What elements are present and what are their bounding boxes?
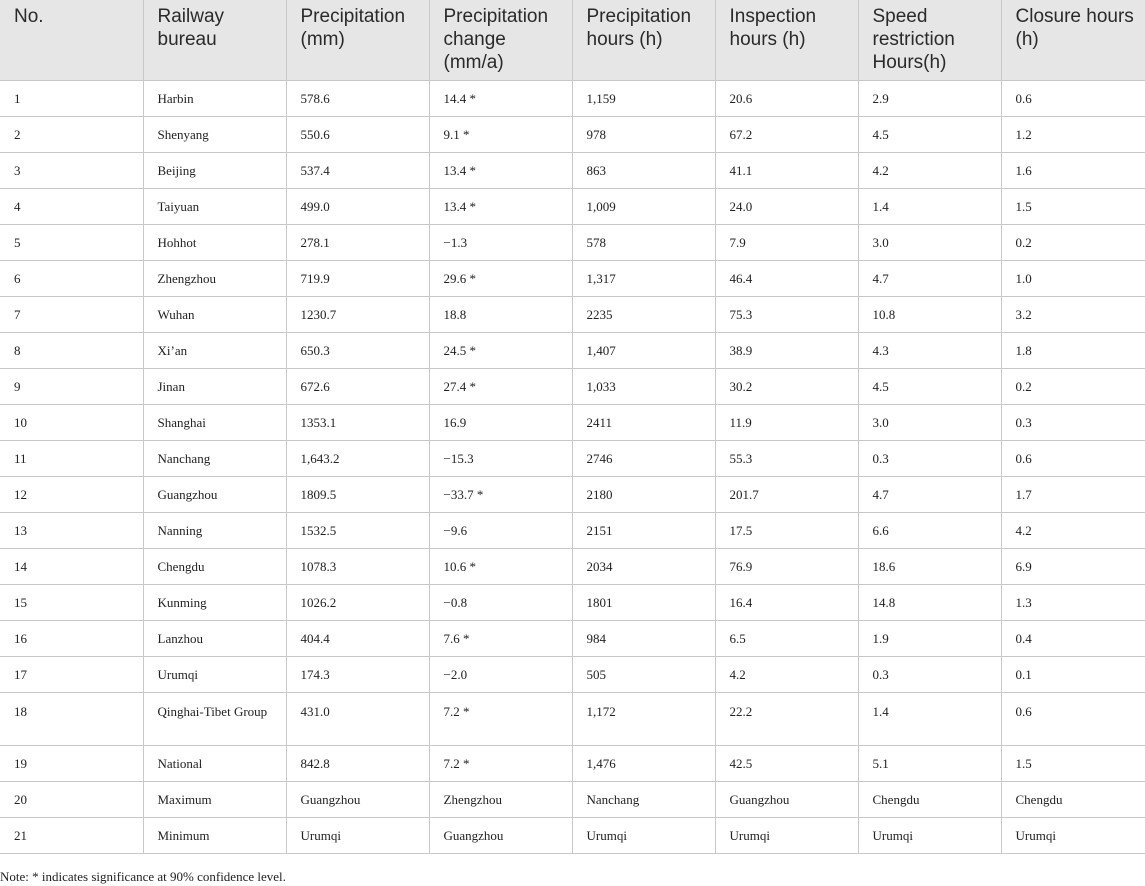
table-cell: Taiyuan	[143, 189, 286, 225]
table-cell: 27.4 *	[429, 369, 572, 405]
table-cell: 17.5	[715, 513, 858, 549]
table-cell: 978	[572, 117, 715, 153]
table-cell: 1.9	[858, 621, 1001, 657]
table-cell: −15.3	[429, 441, 572, 477]
table-cell: 1.0	[1001, 261, 1145, 297]
table-cell: 10	[0, 405, 143, 441]
table-cell: 16	[0, 621, 143, 657]
table-cell: 4.3	[858, 333, 1001, 369]
table-cell: 1.5	[1001, 189, 1145, 225]
table-cell: 18.6	[858, 549, 1001, 585]
table-cell: 8	[0, 333, 143, 369]
table-cell: Urumqi	[286, 818, 429, 854]
table-cell: 0.3	[1001, 405, 1145, 441]
table-cell: Urumqi	[143, 657, 286, 693]
table-cell: 42.5	[715, 746, 858, 782]
table-cell: 7.6 *	[429, 621, 572, 657]
table-row	[0, 153, 1145, 189]
table-cell: 174.3	[286, 657, 429, 693]
table-cell: 24.0	[715, 189, 858, 225]
table-cell: 4	[0, 189, 143, 225]
table-cell: 76.9	[715, 549, 858, 585]
table-cell: 984	[572, 621, 715, 657]
table-cell: 1,172	[572, 693, 715, 746]
table-cell: Qinghai-Tibet Group	[143, 693, 286, 746]
table-cell: 2746	[572, 441, 715, 477]
table-cell: Nanning	[143, 513, 286, 549]
table-cell: −9.6	[429, 513, 572, 549]
table-cell: 0.1	[1001, 657, 1145, 693]
table-cell: 404.4	[286, 621, 429, 657]
table-cell: 650.3	[286, 333, 429, 369]
table-cell: 1.4	[858, 189, 1001, 225]
table-cell: 1.4	[858, 693, 1001, 746]
table-cell: 14.8	[858, 585, 1001, 621]
table-cell: 578.6	[286, 81, 429, 117]
table-cell: −1.3	[429, 225, 572, 261]
table-cell: 3.0	[858, 225, 1001, 261]
table-cell: 3.0	[858, 405, 1001, 441]
table-cell: 18.8	[429, 297, 572, 333]
table-cell: 11	[0, 441, 143, 477]
table-cell: 2151	[572, 513, 715, 549]
table-cell: 30.2	[715, 369, 858, 405]
table-cell: 2180	[572, 477, 715, 513]
table-cell: 201.7	[715, 477, 858, 513]
table-cell: 1801	[572, 585, 715, 621]
table-cell: −2.0	[429, 657, 572, 693]
table-cell: 9	[0, 369, 143, 405]
table-cell: 6.6	[858, 513, 1001, 549]
table-cell: 1.6	[1001, 153, 1145, 189]
table-cell: Urumqi	[858, 818, 1001, 854]
table-cell: Xi’an	[143, 333, 286, 369]
table-cell: 75.3	[715, 297, 858, 333]
table-row	[0, 333, 1145, 369]
table-cell: 7	[0, 297, 143, 333]
table-cell: Maximum	[143, 782, 286, 818]
table-cell: 15	[0, 585, 143, 621]
table-cell: Shanghai	[143, 405, 286, 441]
table-cell: 578	[572, 225, 715, 261]
table-cell: 6.9	[1001, 549, 1145, 585]
table-cell: 0.4	[1001, 621, 1145, 657]
table-row	[0, 585, 1145, 621]
column-header: Closure hours (h)	[1001, 0, 1145, 81]
table-cell: 3	[0, 153, 143, 189]
table-cell: 278.1	[286, 225, 429, 261]
table-note: Note: * indicates significance at 90% confidence level.	[0, 869, 286, 884]
table-cell: Chengdu	[143, 549, 286, 585]
table-cell: 14.4 *	[429, 81, 572, 117]
table-cell: Wuhan	[143, 297, 286, 333]
table-row	[0, 81, 1145, 117]
table-row	[0, 657, 1145, 693]
table-cell: 4.5	[858, 117, 1001, 153]
header-row	[0, 0, 1145, 81]
table-cell: 719.9	[286, 261, 429, 297]
table-cell: 4.2	[1001, 513, 1145, 549]
table-cell: 0.6	[1001, 693, 1145, 746]
table-cell: Guangzhou	[143, 477, 286, 513]
table-cell: Guangzhou	[429, 818, 572, 854]
table-cell: 537.4	[286, 153, 429, 189]
table-cell: 4.2	[858, 153, 1001, 189]
table-row	[0, 746, 1145, 782]
table-cell: −33.7 *	[429, 477, 572, 513]
table-cell: 13.4 *	[429, 189, 572, 225]
table-cell: 12	[0, 477, 143, 513]
table-cell: 17	[0, 657, 143, 693]
table-cell: Kunming	[143, 585, 286, 621]
table-cell: 41.1	[715, 153, 858, 189]
table-cell: Zhengzhou	[143, 261, 286, 297]
table-cell: 1.7	[1001, 477, 1145, 513]
column-header: Precipitation (mm)	[286, 0, 429, 81]
table-cell: 4.2	[715, 657, 858, 693]
table-cell: −0.8	[429, 585, 572, 621]
table-cell: 19	[0, 746, 143, 782]
table-cell: 5.1	[858, 746, 1001, 782]
table-cell: 4.7	[858, 477, 1001, 513]
table-row	[0, 621, 1145, 657]
table-cell: 7.2 *	[429, 693, 572, 746]
table-cell: 1026.2	[286, 585, 429, 621]
column-header: Railway bureau	[143, 0, 286, 81]
table-cell: 6	[0, 261, 143, 297]
table-cell: 18	[0, 693, 143, 746]
table-cell: 672.6	[286, 369, 429, 405]
column-header: Speed restriction Hours(h)	[858, 0, 1001, 81]
table-cell: 4.7	[858, 261, 1001, 297]
table-cell: Hohhot	[143, 225, 286, 261]
table-cell: 0.2	[1001, 225, 1145, 261]
table-cell: 16.4	[715, 585, 858, 621]
table-cell: 1353.1	[286, 405, 429, 441]
table-cell: 1,476	[572, 746, 715, 782]
table-cell: 2411	[572, 405, 715, 441]
table-cell: 0.2	[1001, 369, 1145, 405]
table-cell: 1.8	[1001, 333, 1145, 369]
table-row	[0, 297, 1145, 333]
table-cell: 550.6	[286, 117, 429, 153]
table-cell: 2034	[572, 549, 715, 585]
table-row	[0, 441, 1145, 477]
table-row	[0, 189, 1145, 225]
table-cell: 24.5 *	[429, 333, 572, 369]
table-cell: Chengdu	[858, 782, 1001, 818]
table-cell: 2235	[572, 297, 715, 333]
table-cell: 499.0	[286, 189, 429, 225]
column-header: Inspection hours (h)	[715, 0, 858, 81]
table-cell: 0.6	[1001, 441, 1145, 477]
table-row	[0, 477, 1145, 513]
table-cell: 46.4	[715, 261, 858, 297]
table-cell: Shenyang	[143, 117, 286, 153]
table-row	[0, 225, 1145, 261]
table-cell: Minimum	[143, 818, 286, 854]
column-header: Precipitation hours (h)	[572, 0, 715, 81]
table-cell: 1,009	[572, 189, 715, 225]
table-cell: 16.9	[429, 405, 572, 441]
table-row	[0, 693, 1145, 746]
table-cell: 842.8	[286, 746, 429, 782]
table-cell: Jinan	[143, 369, 286, 405]
table-row	[0, 549, 1145, 585]
table-cell: 29.6 *	[429, 261, 572, 297]
table-cell: 10.6 *	[429, 549, 572, 585]
table-cell: Nanchang	[143, 441, 286, 477]
table-cell: 1.5	[1001, 746, 1145, 782]
table-cell: 1,407	[572, 333, 715, 369]
column-header: No.	[0, 0, 143, 81]
table-cell: 1.2	[1001, 117, 1145, 153]
table-cell: 22.2	[715, 693, 858, 746]
table-cell: 2.9	[858, 81, 1001, 117]
table-body	[0, 81, 1145, 854]
table-cell: 67.2	[715, 117, 858, 153]
table-cell: 0.3	[858, 441, 1001, 477]
table-cell: 1230.7	[286, 297, 429, 333]
table-cell: 55.3	[715, 441, 858, 477]
table-cell: 3.2	[1001, 297, 1145, 333]
table-cell: 4.5	[858, 369, 1001, 405]
table-cell: 0.6	[1001, 81, 1145, 117]
table-cell: 10.8	[858, 297, 1001, 333]
table-cell: 1532.5	[286, 513, 429, 549]
table-cell: 5	[0, 225, 143, 261]
table-cell: National	[143, 746, 286, 782]
table-cell: 505	[572, 657, 715, 693]
table-cell: 863	[572, 153, 715, 189]
table-cell: 1,643.2	[286, 441, 429, 477]
table-cell: 20.6	[715, 81, 858, 117]
table-cell: Beijing	[143, 153, 286, 189]
table-cell: 6.5	[715, 621, 858, 657]
table-cell: 21	[0, 818, 143, 854]
table-cell: 13.4 *	[429, 153, 572, 189]
table-cell: 1.3	[1001, 585, 1145, 621]
table-cell: 1,317	[572, 261, 715, 297]
table-cell: Chengdu	[1001, 782, 1145, 818]
table-cell: 431.0	[286, 693, 429, 746]
table-header	[0, 0, 1145, 81]
table-cell: Lanzhou	[143, 621, 286, 657]
table-row	[0, 782, 1145, 818]
table-row	[0, 513, 1145, 549]
table-cell: 20	[0, 782, 143, 818]
table-cell: 0.3	[858, 657, 1001, 693]
table-cell: 1078.3	[286, 549, 429, 585]
table-cell: Harbin	[143, 81, 286, 117]
table-row	[0, 117, 1145, 153]
column-header: Precipitation change (mm/a)	[429, 0, 572, 81]
table-cell: 1809.5	[286, 477, 429, 513]
table-cell: Zhengzhou	[429, 782, 572, 818]
table-row	[0, 405, 1145, 441]
table-cell: Guangzhou	[715, 782, 858, 818]
table-cell: Guangzhou	[286, 782, 429, 818]
table-cell: 7.2 *	[429, 746, 572, 782]
table-cell: 9.1 *	[429, 117, 572, 153]
table-row	[0, 818, 1145, 854]
table-row	[0, 261, 1145, 297]
table-cell: 7.9	[715, 225, 858, 261]
table-cell: 13	[0, 513, 143, 549]
table-row	[0, 369, 1145, 405]
table-cell: 11.9	[715, 405, 858, 441]
table-cell: Urumqi	[715, 818, 858, 854]
table-cell: Urumqi	[1001, 818, 1145, 854]
table-cell: Urumqi	[572, 818, 715, 854]
table-cell: 38.9	[715, 333, 858, 369]
table-cell: 1,159	[572, 81, 715, 117]
table-cell: 14	[0, 549, 143, 585]
table-cell: 1,033	[572, 369, 715, 405]
table-cell: 1	[0, 81, 143, 117]
table-cell: Nanchang	[572, 782, 715, 818]
table-cell: 2	[0, 117, 143, 153]
